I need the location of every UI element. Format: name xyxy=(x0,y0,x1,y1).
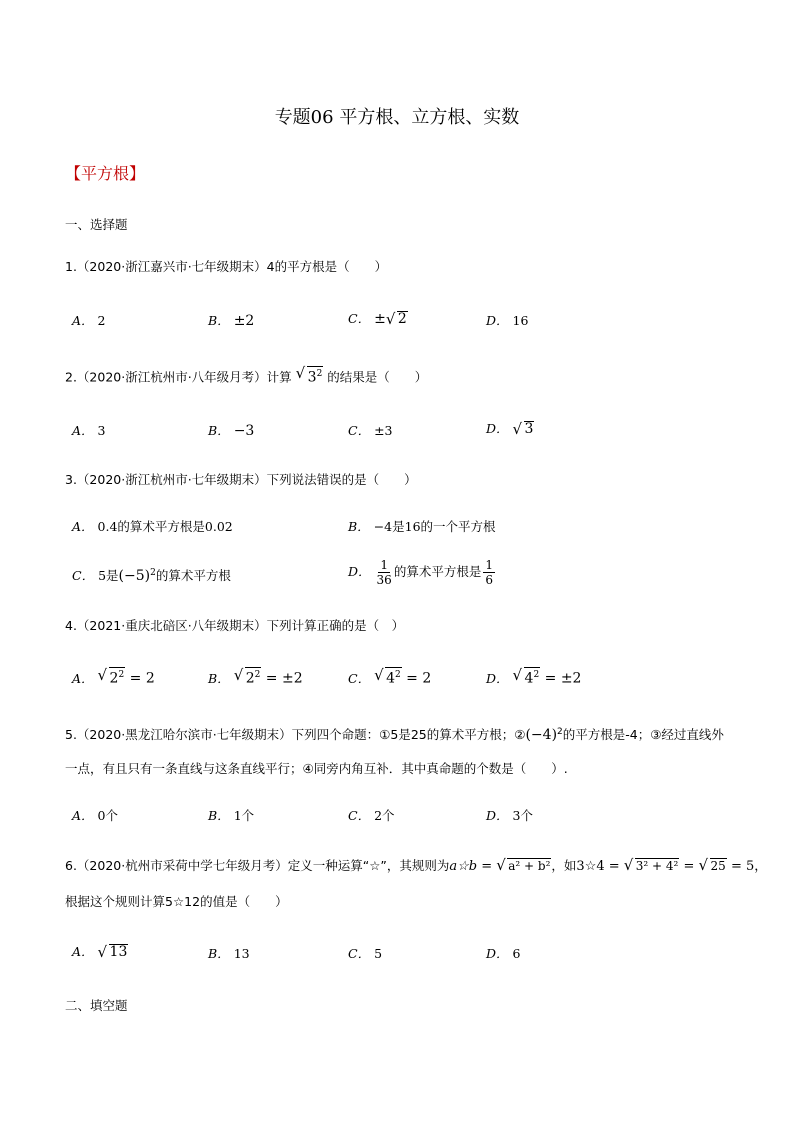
question-5-option-b[interactable]: B． 1个 xyxy=(208,808,255,823)
page-title: 专题06 平方根、立方根、实数 xyxy=(274,107,520,128)
question-5-stem-line-1: 5.（2020·黑龙江哈尔滨市·七年级期末）下列四个命题：①5是25的算术平方根；$②(-4)^2$的平方根是-4；③经过直线外 xyxy=(65,727,724,744)
question-5-option-a[interactable]: A． 0个 xyxy=(72,808,118,823)
fraction-1-36: $\frac{1}{36}$ xyxy=(376,558,392,587)
question-6-option-a[interactable]: A．√ 13 xyxy=(72,942,128,960)
question-1-option-d[interactable]: D． 16 xyxy=(486,313,529,328)
question-3-option-b[interactable]: B． −4是16的一个平方根 xyxy=(348,519,496,534)
question-2-stem: 2.（2020·浙江杭州市·八年级月考）计算 √ $3^2$ 的结果是（ ） xyxy=(65,366,427,386)
part-heading-choice: 一、选择题 xyxy=(65,217,128,232)
question-3-stem: 3.（2020·浙江杭州市·七年级期末）下列说法错误的是（ ） xyxy=(65,472,417,487)
question-1-option-b[interactable]: B． ±2 xyxy=(208,313,255,329)
question-4-option-b[interactable]: B．√ $2^2 = \pm 2$ xyxy=(208,667,303,687)
question-5-stem-line-2: 一点，有且只有一条直线与这条直线平行；④同旁内角互补．其中真命题的个数是（ ）. xyxy=(65,761,568,776)
question-4-option-c[interactable]: C．√ $4^2 = 2$ xyxy=(348,667,431,687)
question-1-option-a[interactable]: A． 2 xyxy=(72,313,106,328)
question-6-option-b[interactable]: B． 13 xyxy=(208,946,250,961)
question-2-option-d[interactable]: D．√ 3 xyxy=(486,419,534,437)
question-1-stem: 1.（2020·浙江嘉兴市·七年级期末）4的平方根是（ ） xyxy=(65,259,388,274)
question-2-option-a[interactable]: A． 3 xyxy=(72,423,106,438)
question-5-option-d[interactable]: D． 3个 xyxy=(486,808,533,823)
question-5-option-c[interactable]: C． 2个 xyxy=(348,808,395,823)
question-3-option-c[interactable]: C． 5是$(-5)^2$的算术平方根 xyxy=(72,567,231,584)
question-6-stem-line-2: 根据这个规则计算5☆12的值是（ ） xyxy=(65,894,288,909)
question-4-option-a[interactable]: A．√ $2^2 = 2$ xyxy=(72,667,155,687)
question-3-option-d[interactable]: D． $\frac{1}{36}$ 的算术平方根是 $\frac{1}{6}$ xyxy=(348,558,493,587)
question-6-option-d[interactable]: D． 6 xyxy=(486,946,521,961)
question-6-stem-line-1: 6.（2020·杭州市采荷中学七年级月考）定义一种运算“☆”，其规则为a☆b = √ a² + b²，如3☆4 = √ 3² + 4² = √ 25 = 5， xyxy=(65,858,767,875)
question-2-option-c[interactable]: C． ±3 xyxy=(348,423,393,438)
question-4-stem: 4.（2021·重庆北碚区·八年级期末）下列计算正确的是（ ） xyxy=(65,618,405,633)
question-4-option-d[interactable]: D．√ $4^2 = \pm 2$ xyxy=(486,667,581,687)
fraction-1-6: $\frac{1}{6}$ xyxy=(485,558,493,587)
question-6-option-c[interactable]: C． 5 xyxy=(348,946,383,961)
part-heading-fill: 二、填空题 xyxy=(65,998,128,1013)
question-1-option-c[interactable]: C． ±√ 2 xyxy=(348,309,408,327)
section-heading: 【平方根】 xyxy=(65,164,146,183)
question-2-option-b[interactable]: B． −3 xyxy=(208,423,255,439)
question-3-option-a[interactable]: A． 0.4的算术平方根是0.02 xyxy=(72,519,233,534)
